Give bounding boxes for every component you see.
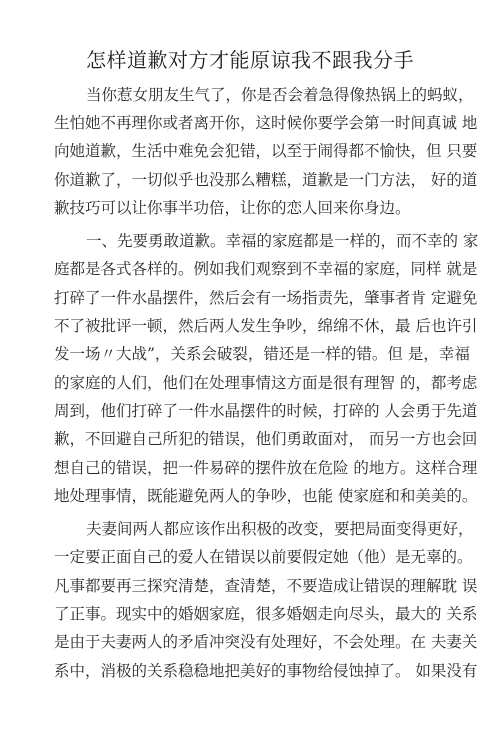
- paragraph-line: 向她道歉，生活中难免会犯错，以至于闹得都不愉快，但 只要: [54, 142, 478, 160]
- paragraph-line: 不了被批评一顿，然后两人发生争吵，绵绵不休，最 后也许引: [54, 317, 478, 335]
- paragraph-line: 夫妻间两人都应该作出积极的改变，要把局面变得更好，: [86, 520, 474, 538]
- paragraph-line: 地处理事情，既能避免两人的争吵，也能 使家庭和和美美的。: [54, 487, 478, 505]
- paragraph-line: 想自己的错误，把一件易碎的摆件放在危险 的地方。这样合理: [54, 459, 478, 477]
- paragraph-line: 歉，不回避自己所犯的错误，他们勇敢面对， 而另一方也会回: [54, 430, 478, 448]
- paragraph-line: 发一场〃大战”，关系会破裂，错还是一样的错。但 是，幸福: [54, 345, 470, 363]
- paragraph-line: 的家庭的人们，他们在处理事情这方面是很有理智 的，都考虑: [54, 374, 478, 392]
- paragraph-line: 当你惹女朋友生气了，你是否会着急得像热锅上的蚂蚁，: [86, 86, 474, 104]
- paragraph-line: 了正事。现实中的婚姻家庭，很多婚姻走向尽头，最大的 关系: [54, 605, 478, 623]
- paragraph-line: 是由于夫妻两人的矛盾冲突没有处理好，不会处理。在 夫妻关: [54, 633, 478, 651]
- paragraph-line: 庭都是各式各样的。例如我们观察到不幸福的家庭，同样 就是: [54, 260, 478, 278]
- document-title: 怎样道歉对方才能原谅我不跟我分手: [86, 48, 414, 72]
- paragraph-line: 周到，他们打碎了一件水晶摆件的时候，打碎的 人会勇于先道: [54, 402, 478, 420]
- paragraph-line: 凡事都要再三探究清楚，查清楚，不要造成让错误的理解耽 误: [54, 577, 478, 595]
- paragraph-line: 系中，消极的关系稳稳地把美好的事物给侵蚀掉了。 如果没有: [54, 662, 478, 680]
- paragraph-line: 打碎了一件水晶摆件，然后会有一场指责先，肇事者肯 定避免: [54, 289, 478, 307]
- paragraph-line: 歉技巧可以让你事半功倍，让你的恋人回来你身边。: [54, 199, 411, 217]
- paragraph-line: 生怕她不再理你或者离开你，这时候你要学会第一时间真诚 地: [54, 114, 478, 132]
- paragraph-line: 你道歉了，一切似乎也没那么糟糕，道歉是一门方法， 好的道: [54, 171, 478, 189]
- paragraph-line: 一、先要勇敢道歉。幸福的家庭都是一样的，而不幸的 家: [86, 232, 479, 250]
- paragraph-line: 一定要正面自己的爱人在错误以前要假定她（他）是无辜的。: [54, 548, 473, 566]
